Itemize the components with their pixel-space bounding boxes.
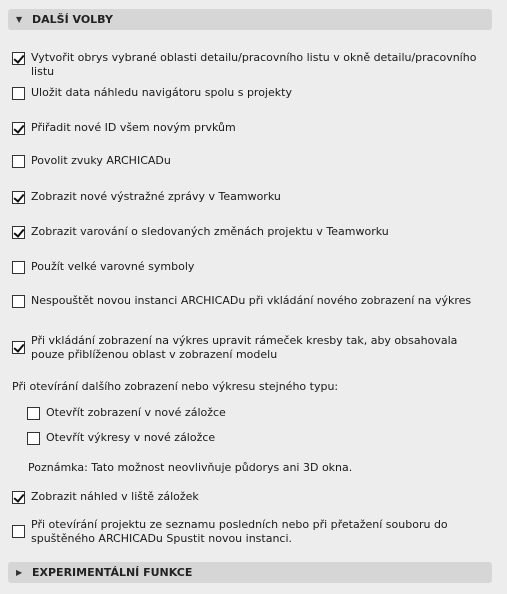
- option-new-instance-recent[interactable]: [12, 518, 492, 546]
- checkbox[interactable]: [27, 407, 40, 420]
- option-adjust-drawing-frame[interactable]: [12, 334, 472, 362]
- option-tab-preview[interactable]: [12, 490, 482, 504]
- open-same-type-heading: Při otevírání dalšího zobrazení nebo výkresu stejného typu:: [12, 380, 339, 393]
- section-header-more-options[interactable]: [8, 9, 492, 30]
- triangle-down-icon: ▼: [16, 15, 23, 24]
- option-label: Přiřadit nové ID všem novým prvkům: [31, 121, 236, 134]
- option-label: Zobrazit varování o sledovaných změnách projektu v Teamworku: [31, 225, 389, 238]
- option-enable-sounds[interactable]: [12, 154, 482, 168]
- checkbox[interactable]: [12, 122, 25, 135]
- option-label: Při vkládání zobrazení na výkres upravit rámeček kresby tak, aby obsahovala pouze přiblíženou oblast v zobrazení modelu: [31, 334, 458, 361]
- option-label: Zobrazit náhled v liště záložek: [31, 490, 199, 503]
- checkbox[interactable]: [27, 432, 40, 445]
- option-label: Vytvořit obrys vybrané oblasti detailu/pracovního listu v okně detailu/pracovního listu: [31, 51, 477, 78]
- checkbox[interactable]: [12, 261, 25, 274]
- option-open-views-new-tab[interactable]: [27, 406, 497, 420]
- option-save-navigator-preview[interactable]: [12, 86, 482, 100]
- triangle-right-icon: ▶: [16, 568, 23, 577]
- checkbox[interactable]: [12, 226, 25, 239]
- option-label: Uložit data náhledu navigátoru spolu s projekty: [31, 86, 292, 99]
- checkbox[interactable]: [12, 87, 25, 100]
- option-teamwork-tracked-changes[interactable]: [12, 225, 482, 239]
- option-large-warning-symbols[interactable]: [12, 260, 482, 274]
- checkbox[interactable]: [12, 295, 25, 308]
- option-no-new-instance-on-place[interactable]: [12, 294, 482, 308]
- option-label: Povolit zvuky ARCHICADu: [31, 154, 171, 167]
- option-label: Otevřít výkresy v nové záložce: [46, 431, 216, 444]
- option-teamwork-warnings[interactable]: [12, 190, 482, 204]
- checkbox[interactable]: [12, 525, 25, 538]
- option-open-layouts-new-tab[interactable]: [27, 431, 497, 445]
- checkbox[interactable]: [12, 341, 25, 354]
- option-label: Otevřít zobrazení v nové záložce: [46, 406, 226, 419]
- section-header-experimental[interactable]: [8, 562, 492, 583]
- checkbox[interactable]: [12, 491, 25, 504]
- note-text: Poznámka: Tato možnost neovlivňuje půdorys ani 3D okna.: [28, 461, 353, 474]
- checkbox[interactable]: [12, 191, 25, 204]
- section-title: DALŠÍ VOLBY: [32, 13, 113, 26]
- section-title: EXPERIMENTÁLNÍ FUNKCE: [32, 566, 193, 579]
- option-label: Při otevírání projektu ze seznamu posledních nebo při přetažení souboru do spuštěného ARCHICADu Spustit novou instanci.: [31, 518, 448, 545]
- checkbox[interactable]: [12, 52, 25, 65]
- checkbox[interactable]: [12, 155, 25, 168]
- option-label: Nespouštět novou instanci ARCHICADu při vkládání nového zobrazení na výkres: [31, 294, 472, 307]
- option-outline-detail[interactable]: [12, 51, 482, 79]
- option-label: Použít velké varovné symboly: [31, 260, 195, 273]
- option-label: Zobrazit nové výstražné zprávy v Teamworku: [31, 190, 281, 203]
- option-assign-new-id[interactable]: [12, 121, 482, 135]
